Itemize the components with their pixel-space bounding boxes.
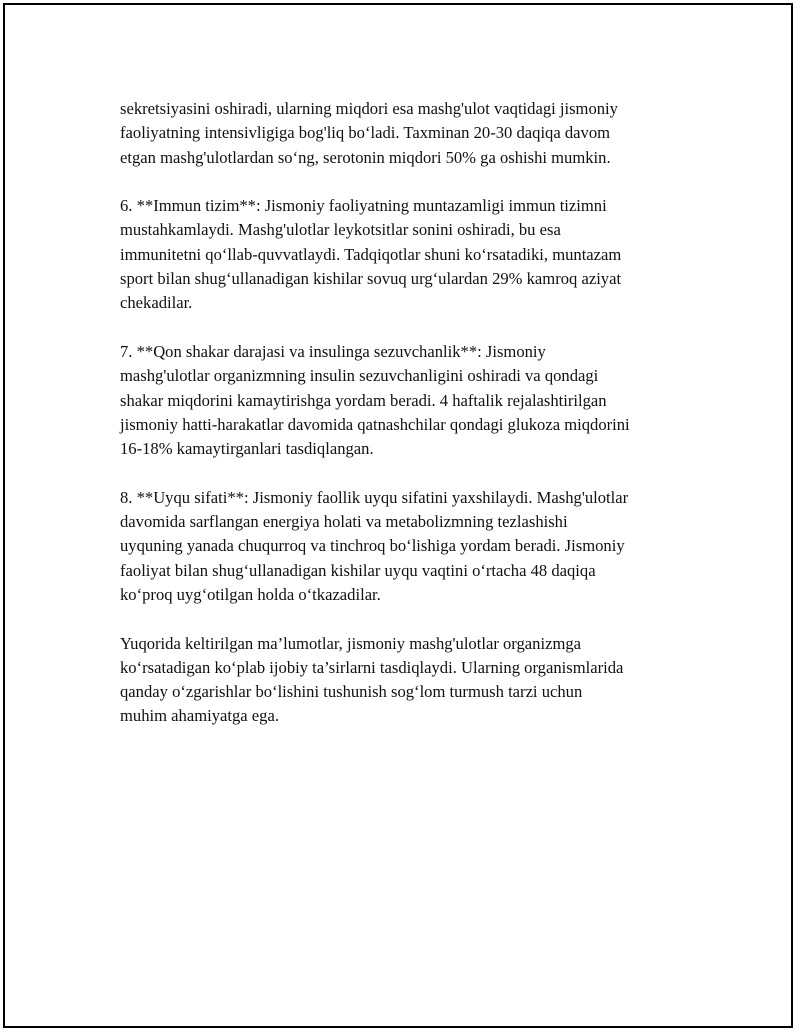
text-line: shakar miqdorini kamaytirishga yordam beradi. 4 haftalik rejalashtirilgan — [120, 390, 607, 410]
paragraph-uyqu-sifati — [120, 486, 690, 607]
text-line: sport bilan shug‘ullanadigan kishilar sovuq urg‘ulardan 29% kamroq aziyat — [120, 269, 622, 289]
text-line: faoliyatning intensivligiga bog'liq bo‘ladi. Taxminan 20-30 daqiqa davom — [120, 123, 611, 143]
paragraph-serotonin — [120, 97, 690, 170]
text-line: mustahkamlaydi. Mashg'ulotlar leykotsitlar sonini oshiradi, bu esa — [120, 220, 561, 240]
text-line: muhim ahamiyatga ega. — [120, 706, 279, 726]
paragraph-immun-tizim — [120, 194, 690, 315]
text-line: faoliyat bilan shug‘ullanadigan kishilar uyqu vaqtini o‘rtacha 48 daqiqa — [120, 560, 596, 580]
text-line: 8. **Uyqu sifati**: Jismoniy faollik uyqu sifatini yaxshilaydi. Mashg'ulotlar — [120, 487, 629, 507]
text-line: uyquning yanada chuqurroq va tinchroq bo‘lishiga yordam beradi. Jismoniy — [120, 536, 625, 556]
paragraph-conclusion — [120, 632, 690, 729]
text-line: mashg'ulotlar organizmning insulin sezuvchanligini oshiradi va qondagi — [120, 366, 599, 386]
text-line: Yuqorida keltirilgan ma’lumotlar, jismoniy mashg'ulotlar organizmga — [120, 633, 582, 653]
text-line: qanday o‘zgarishlar bo‘lishini tushunish sog‘lom turmush tarzi uchun — [120, 682, 583, 702]
text-line: etgan mashg'ulotlardan so‘ng, serotonin miqdori 50% ga oshishi mumkin. — [120, 147, 611, 167]
text-line: immunitetni qo‘llab-quvvatlaydi. Tadqiqotlar shuni ko‘rsatadiki, muntazam — [120, 244, 622, 264]
text-line: jismoniy hatti-harakatlar davomida qatnashchilar qondagi glukoza miqdorini — [120, 414, 630, 434]
text-line: ko‘rsatadigan ko‘plab ijobiy ta’sirlarni tasdiqlaydi. Ularning organismlarida — [120, 657, 624, 677]
paragraph-qon-shakar — [120, 340, 690, 461]
text-line: 6. **Immun tizim**: Jismoniy faoliyatning muntazamligi immun tizimni — [120, 196, 607, 216]
document-body — [120, 97, 690, 753]
text-line: ko‘proq uyg‘otilgan holda o‘tkazadilar. — [120, 584, 381, 604]
text-line: 16-18% kamaytirganlari tasdiqlangan. — [120, 439, 374, 459]
text-line: chekadilar. — [120, 293, 193, 313]
text-line: 7. **Qon shakar darajasi va insulinga sezuvchanlik**: Jismoniy — [120, 341, 546, 361]
text-line: sekretsiyasini oshiradi, ularning miqdori esa mashg'ulot vaqtidagi jismoniy — [120, 99, 618, 118]
text-line: davomida sarflangan energiya holati va metabolizmning tezlashishi — [120, 512, 568, 532]
document-page — [3, 3, 793, 1028]
